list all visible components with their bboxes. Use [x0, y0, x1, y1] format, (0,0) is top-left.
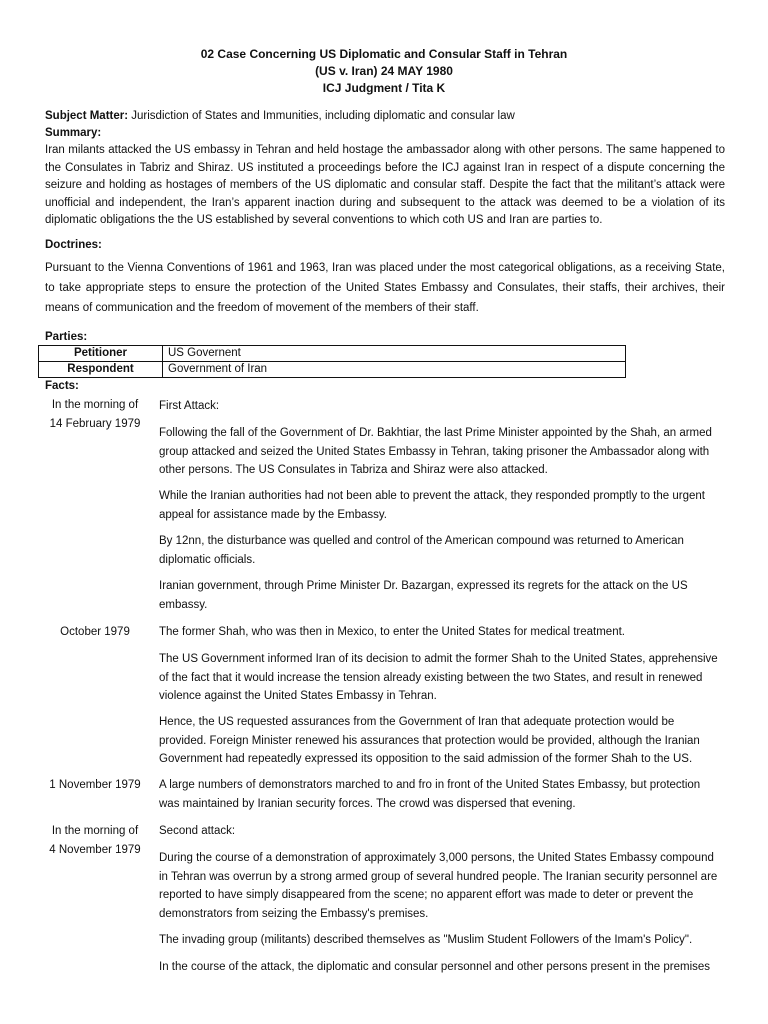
fact-paragraph: While the Iranian authorities had not been able to prevent the attack, they responded promptly to the urgent appeal for assistance made by the Embassy. — [159, 490, 705, 521]
parties-table — [38, 345, 626, 378]
title-line-1: 02 Case Concerning US Diplomatic and Consular Staff in Tehran — [200, 47, 568, 61]
parties-label: Parties: — [45, 331, 88, 343]
fact-paragraph: Hence, the US requested assurances from the Government of Iran that adequate protection would be provided. Foreign Minister renewed his assurances that protection would be provided, although the Iranian Government had repeatedly expressed its opposition to the said admission of the former Shah to the US. — [159, 716, 700, 765]
document-title — [0, 46, 768, 97]
party-role: Petitioner — [39, 346, 163, 362]
fact-date: In the morning of 4 November 1979 — [49, 825, 141, 856]
fact-paragraph: The former Shah, who was then in Mexico, to enter the United States for medical treatment. — [159, 626, 625, 638]
fact-date: October 1979 — [60, 626, 130, 638]
fact-date: In the morning of 14 February 1979 — [49, 399, 141, 430]
fact-paragraph: In the course of the attack, the diplomatic and consular personnel and other persons present in the premises — [159, 961, 711, 973]
doctrines-text: Pursuant to the Vienna Conventions of 1961 and 1963, Iran was placed under the most categorical obligations, as a receiving State, to take appropriate steps to ensure the protection of the United States Embassy and Consulates, their staffs, their archives, their means of communication and the freedom of movement of the members of their staff. — [45, 262, 725, 314]
facts-label: Facts: — [45, 380, 79, 392]
summary-text: Iran milants attacked the US embassy in Tehran and held hostage the ambassador along with other persons. The same happened to the Consulates in Tabriz and Shiraz. US instituted a proceedings before the ICJ against Iran in respect of a dispute concerning the seizure and holding as hostages of members of the US diplomatic and consular staff. Despite the fact that the militant’s attack were unofficial and independent, the Iran’s apparent inaction during and subsequent to the attack was deemed to be a violation of its diplomatic obligations the the US established by several conventions to which coth US and Iran are parties to. — [45, 144, 725, 226]
subject-text: Jurisdiction of States and Immunities, including diplomatic and consular law — [131, 110, 515, 122]
title-line-3: ICJ Judgment / Tita K — [322, 81, 446, 95]
fact-paragraph: The invading group (militants) described themselves as "Muslim Student Followers of the Imam's Policy". — [159, 934, 693, 946]
table-row — [39, 362, 626, 378]
fact-paragraph: A large numbers of demonstrators marched to and fro in front of the United States Embassy, but protection was maintained by Iranian security forces. The crowd was dispersed that evening. — [159, 779, 701, 810]
table-row — [39, 346, 626, 362]
fact-paragraph: The US Government informed Iran of its decision to admit the former Shah to the United States, apprehensive of the fact that it would increase the tension already existing between the two States, and result in renewed violence against the United States Embassy in Tehran. — [159, 653, 718, 702]
subject-label: Subject Matter: — [45, 110, 129, 122]
fact-paragraph: Second attack: — [159, 825, 236, 837]
title-line-2: (US v. Iran) 24 MAY 1980 — [315, 64, 453, 78]
party-role: Respondent — [39, 362, 163, 378]
fact-paragraph: During the course of a demonstration of approximately 3,000 persons, the United States Embassy compound in Tehran was overrun by a strong armed group of several hundred people. The Iranian security personnel are reported to have simply disappeared from the scene; no apparent effort was made to deter or prevent the demonstrators from seizing the Embassy's premises. — [159, 852, 718, 920]
doctrines-label: Doctrines: — [45, 239, 102, 251]
party-name: Government of Iran — [163, 362, 626, 378]
fact-paragraph: Following the fall of the Government of Dr. Bakhtiar, the last Prime Minister appointed by the Shah, an armed group attacked and seized the United States Embassy in Tehran, taking prisoner the Ambassador along with other persons. The US Consulates in Tabriza and Shiraz were also attacked. — [159, 427, 712, 476]
fact-date: 1 November 1979 — [49, 779, 141, 791]
party-name: US Governent — [163, 346, 626, 362]
fact-paragraph: First Attack: — [159, 400, 220, 412]
fact-paragraph: Iranian government, through Prime Minister Dr. Bazargan, expressed its regrets for the attack on the US embassy. — [159, 580, 688, 611]
fact-paragraph: By 12nn, the disturbance was quelled and control of the American compound was returned to American diplomatic officials. — [159, 535, 684, 566]
subject-matter — [45, 108, 725, 125]
summary-label: Summary: — [45, 127, 102, 139]
